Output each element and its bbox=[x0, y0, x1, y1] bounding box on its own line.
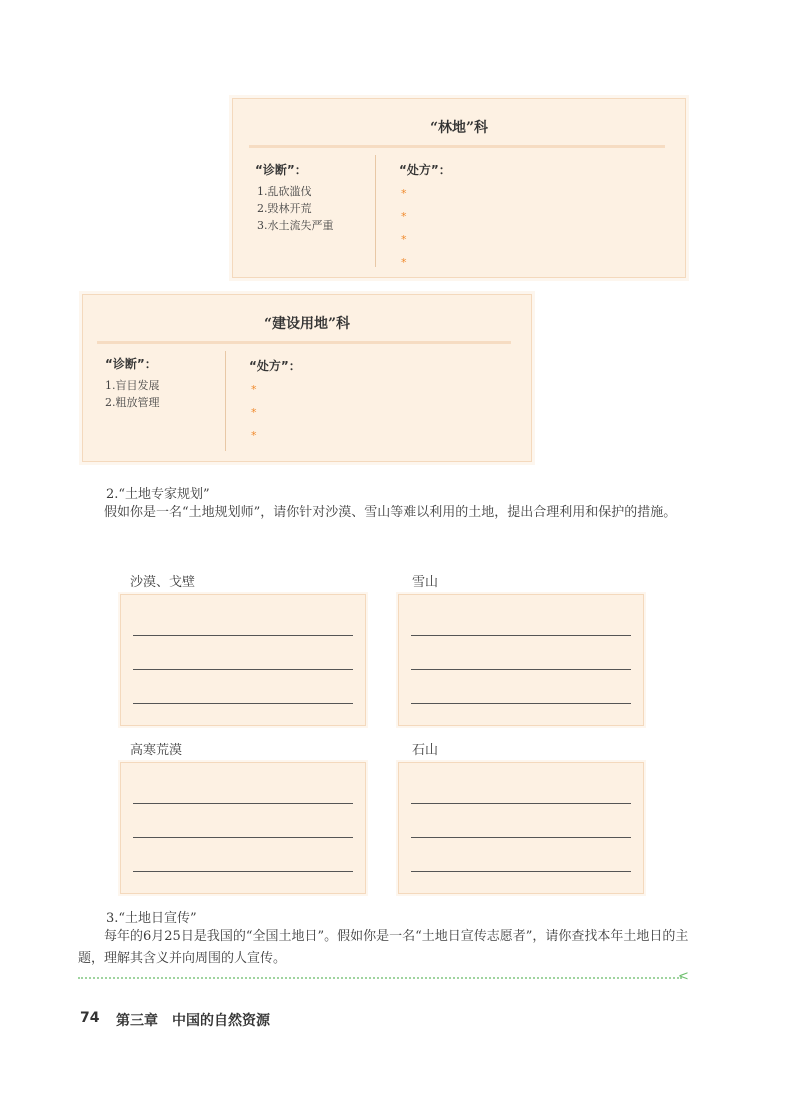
construction-diagnosis-label: “诊断”： bbox=[105, 357, 157, 371]
answer-line bbox=[133, 803, 353, 804]
section-2-text: 假如你是一名“土地规划师”，请你针对沙漠、雪山等难以利用的土地，提出合理利用和保护的措施。 bbox=[104, 505, 677, 520]
answer-line bbox=[411, 703, 631, 704]
bullet-marker: * bbox=[251, 406, 257, 419]
section-3-heading: 3.“土地日宣传” bbox=[106, 911, 197, 926]
bullet-marker: * bbox=[401, 256, 407, 269]
answer-line bbox=[133, 669, 353, 670]
bullet-marker: * bbox=[401, 187, 407, 200]
construction-prescription-label: “处方”： bbox=[249, 359, 301, 373]
diagnosis-item: 3.水土流失严重 bbox=[257, 219, 334, 232]
diagnosis-item: 1.盲目发展 bbox=[105, 379, 160, 392]
page-number: 74 bbox=[80, 1010, 100, 1026]
forest-prescription-label: “处方”： bbox=[399, 163, 451, 177]
answer-line bbox=[133, 703, 353, 704]
answer-line bbox=[411, 837, 631, 838]
forest-prescription-bullets bbox=[401, 187, 407, 279]
forest-clinic-card bbox=[232, 98, 686, 278]
construction-clinic-column-divider bbox=[225, 351, 226, 451]
bullet-marker: * bbox=[401, 233, 407, 246]
bullet-marker: * bbox=[401, 210, 407, 223]
construction-clinic-card bbox=[82, 294, 532, 462]
plan-box-rocky-mountain bbox=[398, 762, 644, 894]
answer-line bbox=[411, 803, 631, 804]
construction-clinic-divider bbox=[97, 341, 511, 344]
plan-box-desert bbox=[120, 594, 366, 726]
bullet-marker: * bbox=[251, 429, 257, 442]
section-2-heading: 2.“土地专家规划” bbox=[106, 487, 210, 502]
diagnosis-item: 2.粗放管理 bbox=[105, 396, 160, 409]
forest-diagnosis-list bbox=[257, 183, 334, 234]
plan-label-rocky-mountain: 石山 bbox=[412, 743, 439, 758]
chapter-title: 第三章 中国的自然资源 bbox=[116, 1013, 270, 1029]
arrow-left-icon: < bbox=[678, 969, 689, 984]
plan-label-alpine-desert: 高寒荒漠 bbox=[130, 743, 183, 758]
answer-line bbox=[411, 669, 631, 670]
answer-line bbox=[133, 871, 353, 872]
bullet-marker: * bbox=[251, 383, 257, 396]
construction-clinic-title: “建设用地”科 bbox=[263, 316, 351, 332]
forest-clinic-column-divider bbox=[375, 155, 376, 267]
answer-line bbox=[411, 635, 631, 636]
plan-box-snow-mountain bbox=[398, 594, 644, 726]
diagnosis-item: 2.毁林开荒 bbox=[257, 202, 312, 215]
plan-label-desert: 沙漠、戈壁 bbox=[130, 575, 196, 590]
answer-line bbox=[133, 635, 353, 636]
forest-clinic-divider bbox=[249, 145, 665, 148]
answer-line bbox=[411, 871, 631, 872]
diagnosis-item: 1.乱砍滥伐 bbox=[257, 185, 312, 198]
section-3-text: 每年的6月25日是我国的“全国土地日”。假如你是一名“土地日宣传志愿者”，请你查找本年土地日的主题，理解其含义并向周围的人宣传。 bbox=[78, 929, 689, 966]
construction-diagnosis-list bbox=[105, 377, 160, 411]
construction-prescription-bullets bbox=[251, 383, 257, 452]
plan-box-alpine-desert bbox=[120, 762, 366, 894]
forest-clinic-title: “林地”科 bbox=[429, 120, 489, 136]
forest-diagnosis-label: “诊断”： bbox=[255, 163, 307, 177]
answer-line bbox=[133, 837, 353, 838]
dotted-separator bbox=[78, 977, 682, 979]
plan-label-snow-mountain: 雪山 bbox=[412, 575, 439, 590]
